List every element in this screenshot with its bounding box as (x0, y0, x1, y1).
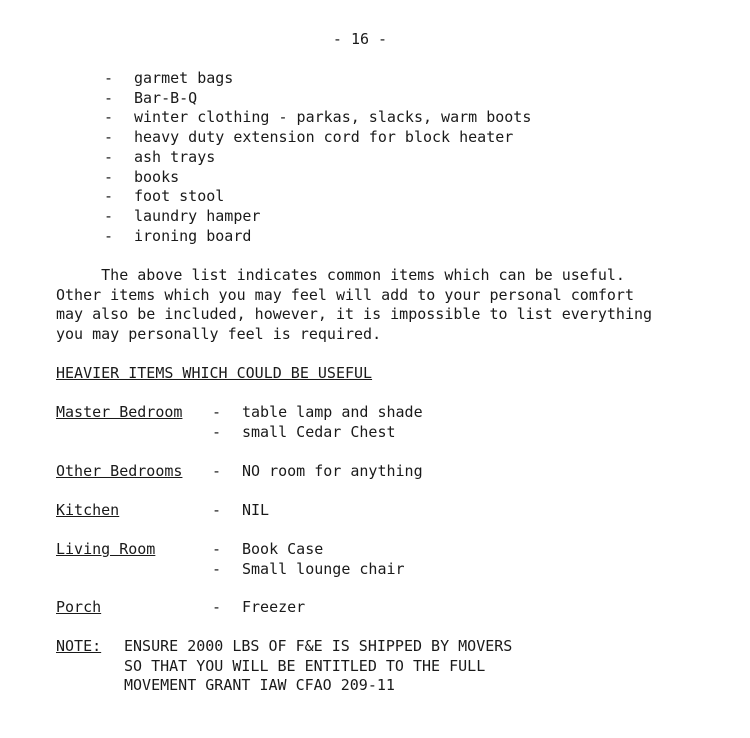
body-paragraph (56, 266, 716, 345)
page-number: - 16 - (332, 30, 388, 48)
list-item (104, 128, 531, 148)
room-item (212, 540, 405, 560)
room-name: Living Room (56, 540, 156, 558)
list-item-text: foot stool (134, 187, 225, 206)
note-body (124, 637, 512, 696)
room-item-text: small Cedar Chest (242, 422, 396, 441)
dash-marker: - (104, 226, 114, 245)
list-item (104, 148, 531, 168)
room-item-text: Small lounge chair (242, 559, 405, 578)
list-item (104, 69, 531, 89)
list-item-text: books (134, 167, 180, 186)
dash-marker: - (104, 108, 114, 127)
dash-marker: - (212, 403, 222, 421)
item-list (104, 69, 531, 246)
list-item-text: laundry hamper (134, 206, 261, 225)
room-items (212, 540, 405, 579)
room-item (212, 560, 405, 580)
dash-marker: - (212, 598, 222, 616)
dash-marker: - (104, 88, 114, 107)
dash-marker: - (212, 422, 222, 441)
room-item-text: table lamp and shade (242, 403, 423, 421)
room-name: Porch (56, 598, 102, 616)
room-item (212, 501, 269, 521)
paragraph-line: Other items which you may feel will add to your personal comfort (56, 285, 634, 304)
dash-marker: - (212, 462, 222, 480)
dash-marker: - (104, 147, 114, 166)
list-item-text: garmet bags (134, 69, 234, 87)
dash-marker: - (104, 167, 114, 186)
note-line: SO THAT YOU WILL BE ENTITLED TO THE FULL (124, 656, 486, 675)
note-line: MOVEMENT GRANT IAW CFAO 209-11 (124, 676, 395, 695)
room-items (212, 598, 305, 618)
room-item (212, 598, 305, 618)
list-item (104, 227, 531, 247)
list-item-text: ash trays (134, 147, 216, 166)
room-name: Kitchen (56, 501, 120, 519)
list-item-text: winter clothing - parkas, slacks, warm boots (134, 108, 532, 127)
room-items (212, 462, 423, 482)
room-item-text: Book Case (242, 540, 324, 558)
room-item (212, 423, 423, 443)
paragraph-line: may also be included, however, it is impossible to list everything (56, 305, 653, 324)
room-item (212, 403, 423, 423)
room-item (212, 462, 423, 482)
list-item-text: heavy duty extension cord for block heater (134, 128, 514, 147)
section-heading: HEAVIER ITEMS WHICH COULD BE USEFUL (56, 364, 373, 382)
list-item (104, 187, 531, 207)
dash-marker: - (104, 128, 114, 147)
room-item-text: NIL (242, 501, 270, 519)
room-items (212, 403, 423, 442)
paragraph-line: The above list indicates common items which can be useful. (56, 266, 625, 284)
dash-marker: - (212, 501, 222, 519)
dash-marker: - (212, 559, 222, 578)
room-item-text: NO room for anything (242, 462, 423, 480)
room-item-text: Freezer (242, 598, 306, 616)
dash-marker: - (104, 206, 114, 225)
dash-marker: - (104, 187, 114, 206)
room-name: Other Bedrooms (56, 462, 183, 480)
list-item (104, 108, 531, 128)
list-item (104, 89, 531, 109)
room-name: Master Bedroom (56, 403, 183, 421)
room-items (212, 501, 269, 521)
note-line: ENSURE 2000 LBS OF F&E IS SHIPPED BY MOVERS (124, 637, 513, 655)
list-item (104, 207, 531, 227)
list-item (104, 168, 531, 188)
dash-marker: - (212, 540, 222, 558)
paragraph-line: you may personally feel is required. (56, 325, 382, 344)
note-label: NOTE: (56, 637, 102, 655)
list-item-text: ironing board (134, 226, 252, 245)
list-item-text: Bar-B-Q (134, 88, 198, 107)
dash-marker: - (104, 69, 114, 87)
